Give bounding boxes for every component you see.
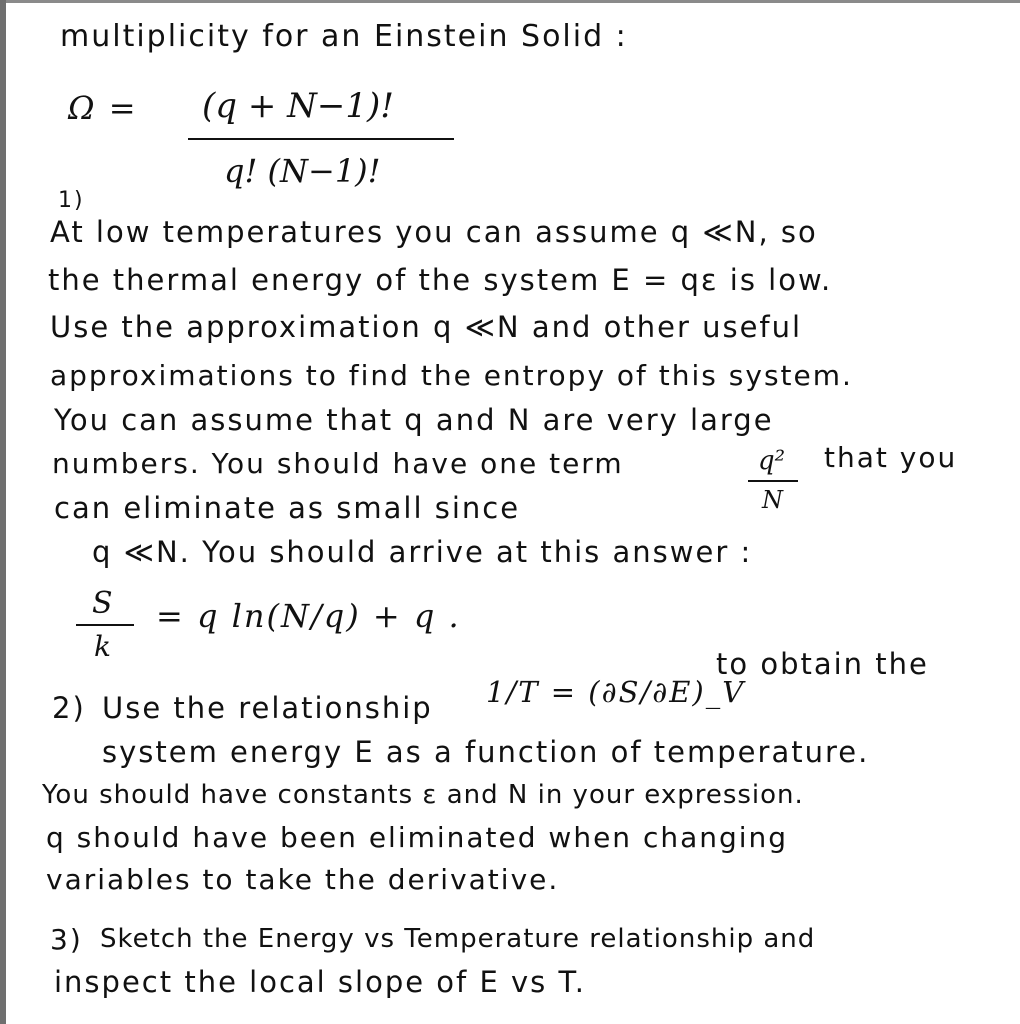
fraction-bar [188,138,454,140]
part3-line-2: inspect the local slope of E vs T. [54,965,586,999]
small-term-denominator: N [762,486,783,514]
entropy-denominator: k [94,630,111,663]
part1-line-2: the thermal energy of the system E = qε is low. [48,263,833,297]
small-term-bar [748,480,798,482]
part1-line-1: At low temperatures you can assume q ≪N, so [50,215,818,249]
page-title: multiplicity for an Einstein Solid : [60,19,628,54]
part2-lead: Use the relationship [102,691,433,725]
multiplicity-denominator: q! (N−1)! [224,152,381,190]
entropy-lhs-fraction [76,586,142,666]
part2-relation: 1/T = (∂S/∂E)_V [486,675,746,709]
entropy-rhs: = q ln(N/q) + q . [156,597,461,635]
part1-line-5: You can assume that q and N are very large [54,403,774,437]
part1-line-3: Use the approximation q ≪N and other useful [50,310,803,344]
part1-number: 1) [58,188,85,213]
part2-number: 2) [52,691,86,725]
top-edge [6,0,1020,3]
part2-line-3: q should have been eliminated when changing [46,821,789,854]
part2-line-2: You should have constants ε and N in your expression. [42,780,804,810]
part3-line-1: Sketch the Energy vs Temperature relationship and [100,924,816,954]
part3-number: 3) [50,923,83,956]
small-term-fraction [748,446,804,516]
multiplicity-numerator: (q + N−1)! [202,86,394,126]
multiplicity-fraction [188,86,458,198]
part1-line-4: approximations to find the entropy of this system. [50,359,853,392]
entropy-numerator: S [92,586,113,621]
entropy-bar [76,624,134,626]
omega-lhs: Ω = [68,89,138,127]
part1-line-7: can eliminate as small since [54,491,521,525]
part2-line-1: system energy E as a function of temperature. [102,735,870,769]
small-term-numerator: q² [758,446,786,476]
part2-tail: to obtain the [716,647,929,681]
part1-line-6: numbers. You should have one term [52,447,624,480]
part1-line-6b: that you [824,441,958,474]
part2-line-4: variables to take the derivative. [46,863,560,896]
part1-line-8: q ≪N. You should arrive at this answer : [92,535,753,569]
